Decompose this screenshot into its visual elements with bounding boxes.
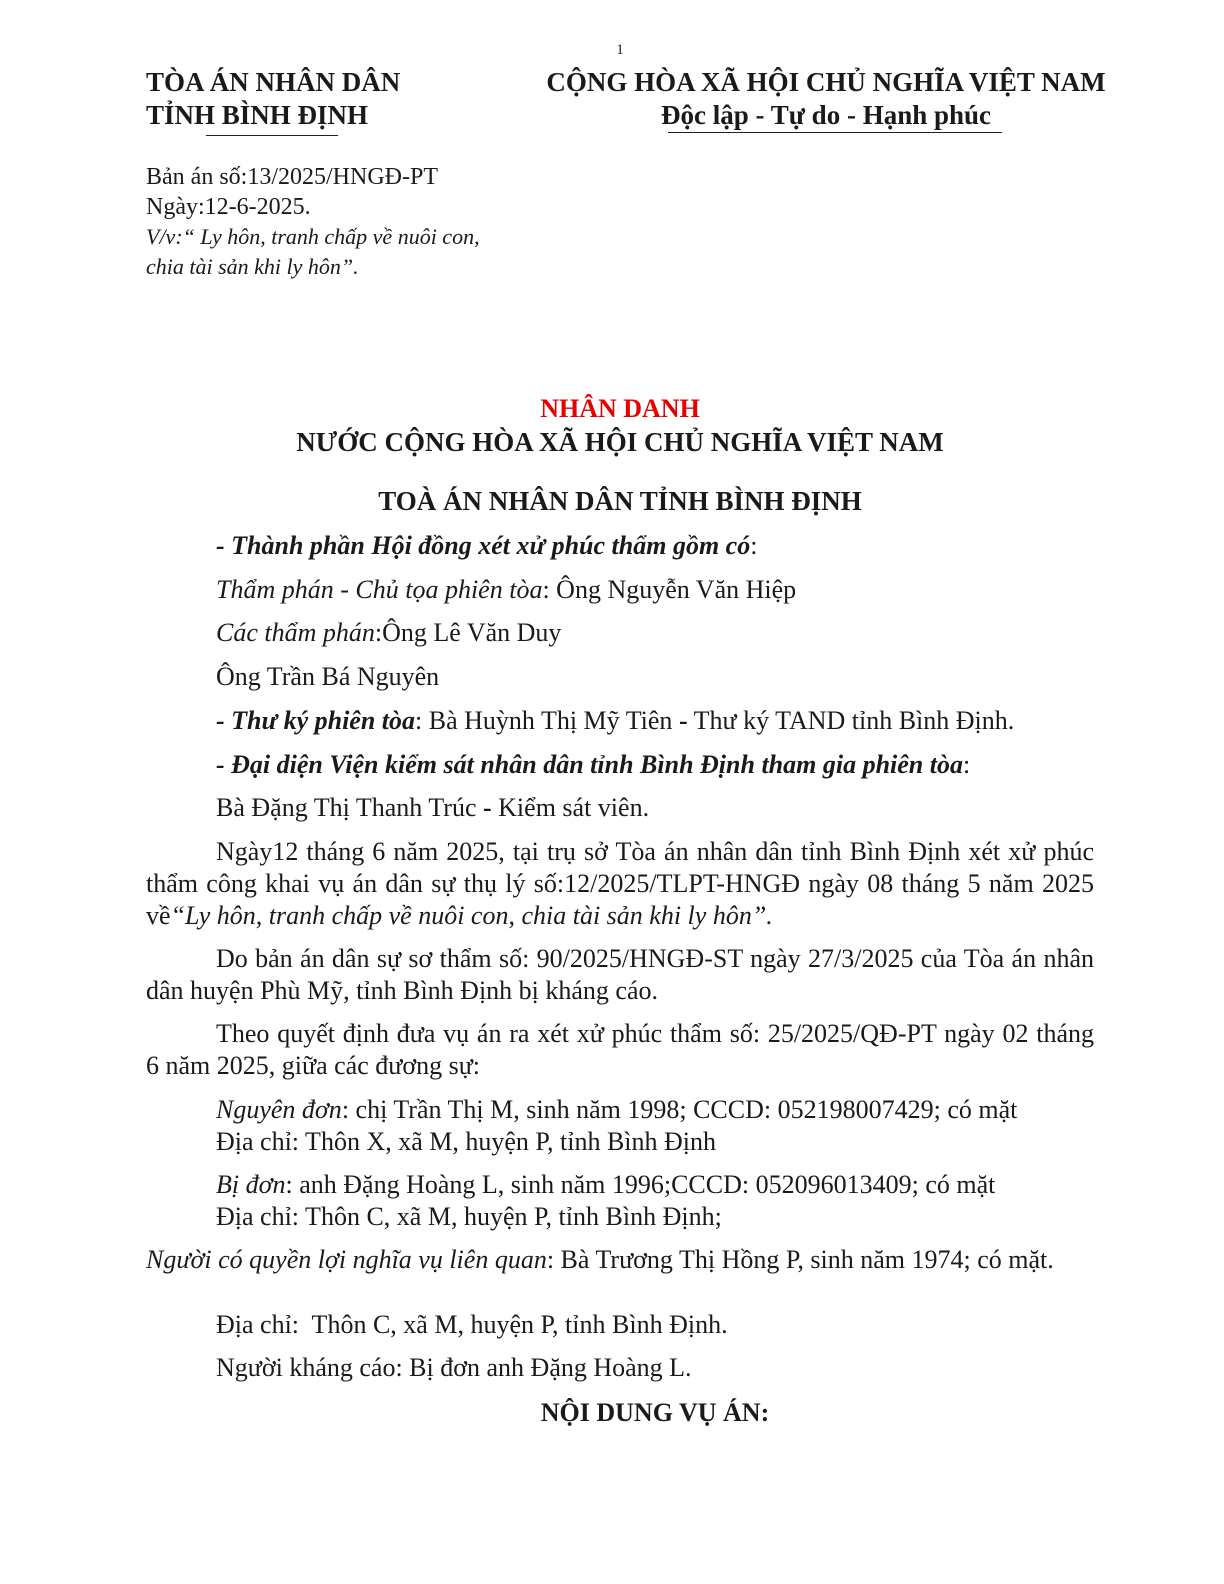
court-full-heading: TOÀ ÁN NHÂN DÂN TỈNH BÌNH ĐỊNH <box>378 486 862 516</box>
in-name-heading: NHÂN DANH <box>540 394 700 423</box>
case-content-heading: NỘI DUNG VỤ ÁN: <box>540 1398 770 1427</box>
paragraph-first-instance: Do bản án dân sự sơ thẩm số: 90/2025/HNGĐ-ST ngày 27/3/2025 của Tòa án nhân dân huyện Phù Mỹ, tỉnh Bình Định bị kháng cáo. <box>146 944 1094 1005</box>
verdict-subject-line2: chia tài sản khi ly hôn”. <box>146 254 359 279</box>
national-motto: Độc lập - Tự do - Hạnh phúc <box>660 100 992 130</box>
related-party: Người có quyền lợi nghĩa vụ liên quan: Bà Trương Thị Hồng P, sinh năm 1974; có mặt. <box>146 1245 1054 1274</box>
verdict-meta <box>146 162 480 282</box>
judges: Các thẩm phán:Ông Lê Văn Duy <box>216 618 562 647</box>
related-party-address: Địa chỉ: Thôn C, xã M, huyện P, tỉnh Bình Định. <box>216 1310 728 1339</box>
defendant: Bị đơn: anh Đặng Hoàng L, sinh năm 1996;CCCD: 052096013409; có mặt <box>216 1170 996 1199</box>
paragraph-hearing: Ngày12 tháng 6 năm 2025, tại trụ sở Tòa án nhân dân tỉnh Bình Định xét xử phúc thẩm công khai vụ án dân sự thụ lý số:12/2025/TLPT-HNGĐ ngày 08 tháng 5 năm 2025 về“Ly hôn, tranh chấp về nuôi con, chia tài sản khi ly hôn”. <box>146 837 1094 930</box>
verdict-date: Ngày:12-6-2025. <box>146 194 311 220</box>
verdict-number: Bản án số:13/2025/HNGĐ-PT <box>146 164 438 190</box>
court-underline <box>206 135 338 136</box>
plaintiff: Nguyên đơn: chị Trần Thị M, sinh năm 1998; CCCD: 052198007429; có mặt <box>216 1095 1018 1124</box>
clerk: - Thư ký phiên tòa: Bà Huỳnh Thị Mỹ Tiên - Thư ký TAND tỉnh Bình Định. <box>216 706 1015 735</box>
procuracy-representative: - Đại diện Viện kiểm sát nhân dân tỉnh Bình Định tham gia phiên tòa: <box>216 750 971 779</box>
appellant: Người kháng cáo: Bị đơn anh Đặng Hoàng L. <box>216 1353 692 1382</box>
presiding-judge: Thẩm phán - Chủ tọa phiên tòa: Ông Nguyễn Văn Hiệp <box>216 575 797 604</box>
defendant-address: Địa chỉ: Thôn C, xã M, huyện P, tỉnh Bình Định; <box>216 1202 722 1231</box>
court-province: TỈNH BÌNH ĐỊNH <box>146 100 369 130</box>
panel-title: - Thành phần Hội đồng xét xử phúc thẩm gồm có: <box>216 531 758 560</box>
court-name: TÒA ÁN NHÂN DÂN <box>146 67 401 97</box>
court-header <box>146 66 400 132</box>
procurator: Bà Đặng Thị Thanh Trúc - Kiểm sát viên. <box>216 793 650 822</box>
paragraph-decision: Theo quyết định đưa vụ án ra xét xử phúc thẩm số: 25/2025/QĐ-PT ngày 02 tháng 6 năm 2025, giữa các đương sự: <box>146 1019 1094 1080</box>
country-heading: NƯỚC CỘNG HÒA XÃ HỘI CHỦ NGHĨA VIỆT NAM <box>296 427 944 457</box>
judge-2: Ông Trần Bá Nguyên <box>216 662 440 691</box>
verdict-subject-line1: V/v:“ Ly hôn, tranh chấp về nuôi con, <box>146 224 480 249</box>
motto-underline <box>668 132 1002 133</box>
page-number: 1 <box>616 42 624 58</box>
republic-name: CỘNG HÒA XÃ HỘI CHỦ NGHĨA VIỆT NAM <box>546 67 1106 97</box>
republic-header <box>536 66 1116 132</box>
plaintiff-address: Địa chỉ: Thôn X, xã M, huyện P, tỉnh Bình Định <box>216 1127 717 1156</box>
